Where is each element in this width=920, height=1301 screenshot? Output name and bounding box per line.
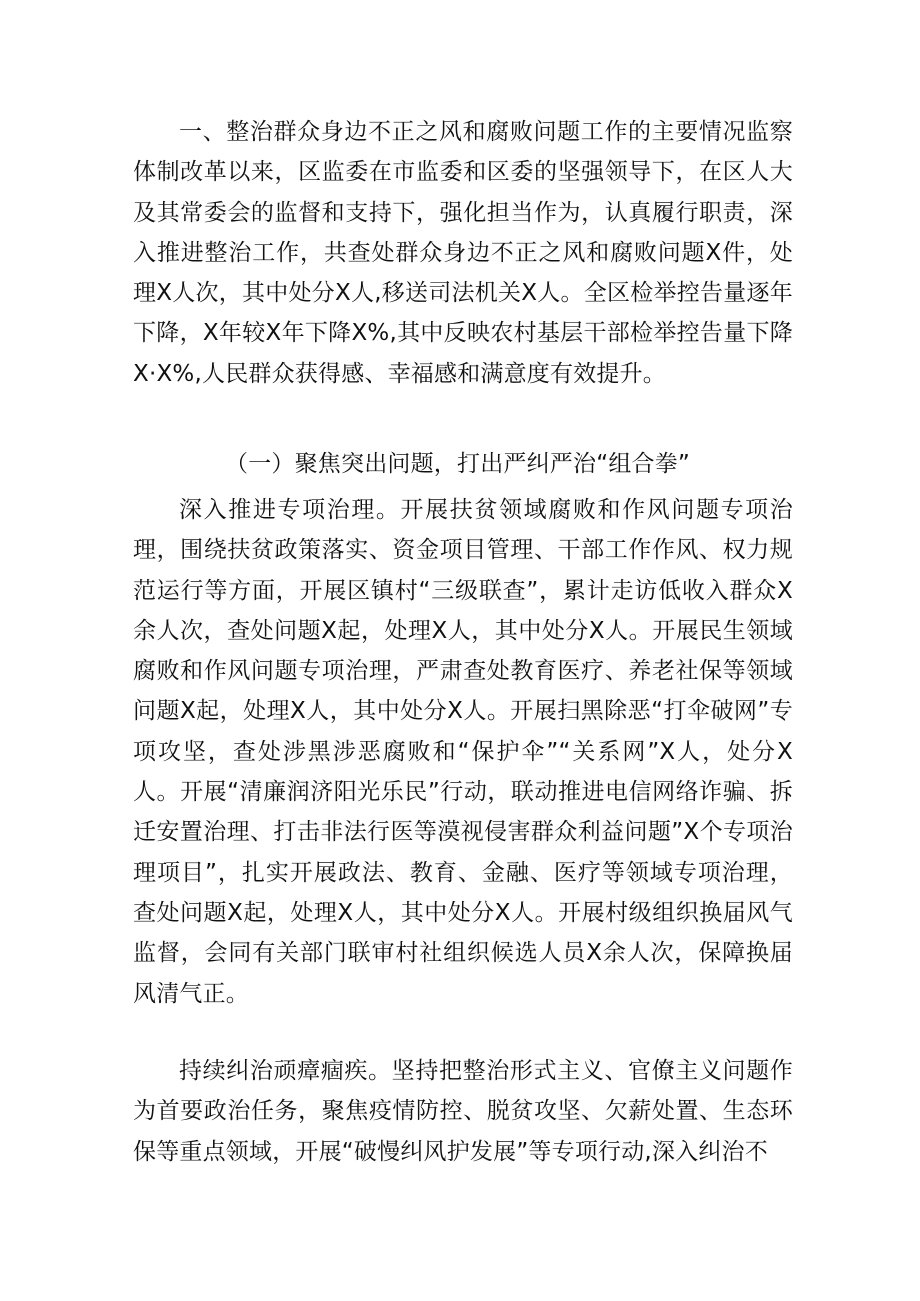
paragraph-intro: 一、整治群众身边不正之风和腐败问题工作的主要情况监察体制改革以来，区监委在市监委和区委的坚强领导下，在区人大及其常委会的监督和支持下，强化担当作为，认真履行职责，深入推进整治工作，共查处群众身边不正之风和腐败问题X件，处理X人次，其中处分X人,移送司法机关X人。全区检举控告量逐年下降，X年较X年下降X%,其中反映农村基层干部检举控告量下降X·X%,人民群众获得感、幸福感和满意度有效提升。	[133, 119, 793, 387]
paragraph-special-governance: 深入推进专项治理。开展扶贫领域腐败和作风问题专项治理，围绕扶贫政策落实、资金项目管理、干部工作作风、权力规范运行等方面，开展区镇村“三级联查”，累计走访低收入群众X余人次，查处问题X起，处理X人，其中处分X人。开展民生领域腐败和作风问题专项治理，严肃查处教育医疗、养老社保等领域问题X起，处理X人，其中处分X人。开展扫黑除恶“打伞破网”专项攻坚，查处涉黑涉恶腐败和“保护伞”“关系网”X人，处分X人。开展“清廉润济阳光乐民”行动，联动推进电信网络诈骗、拆迁安置治理、打击非法行医等漠视侵害群众利益问题”X个专项治理项目”，扎实开展政法、教育、金融、医疗等领域专项治理，查处问题X起，处理X人，其中处分X人。开展村级组织换届风气监督，会同有关部门联审村社组织候选人员X余人次，保障换届风清气正。	[133, 497, 793, 1007]
paragraph-persistent-issues: 持续纠治顽瘴痼疾。坚持把整治形式主义、官僚主义问题作为首要政治任务，聚焦疫情防控、脱贫攻坚、欠薪处置、生态环保等重点领域，开展“破慢纠风护发展”等专项行动,深入纠治不	[133, 1058, 793, 1165]
section-heading: （一）聚焦突出问题，打出严纠严治“组合拳”	[225, 451, 691, 477]
